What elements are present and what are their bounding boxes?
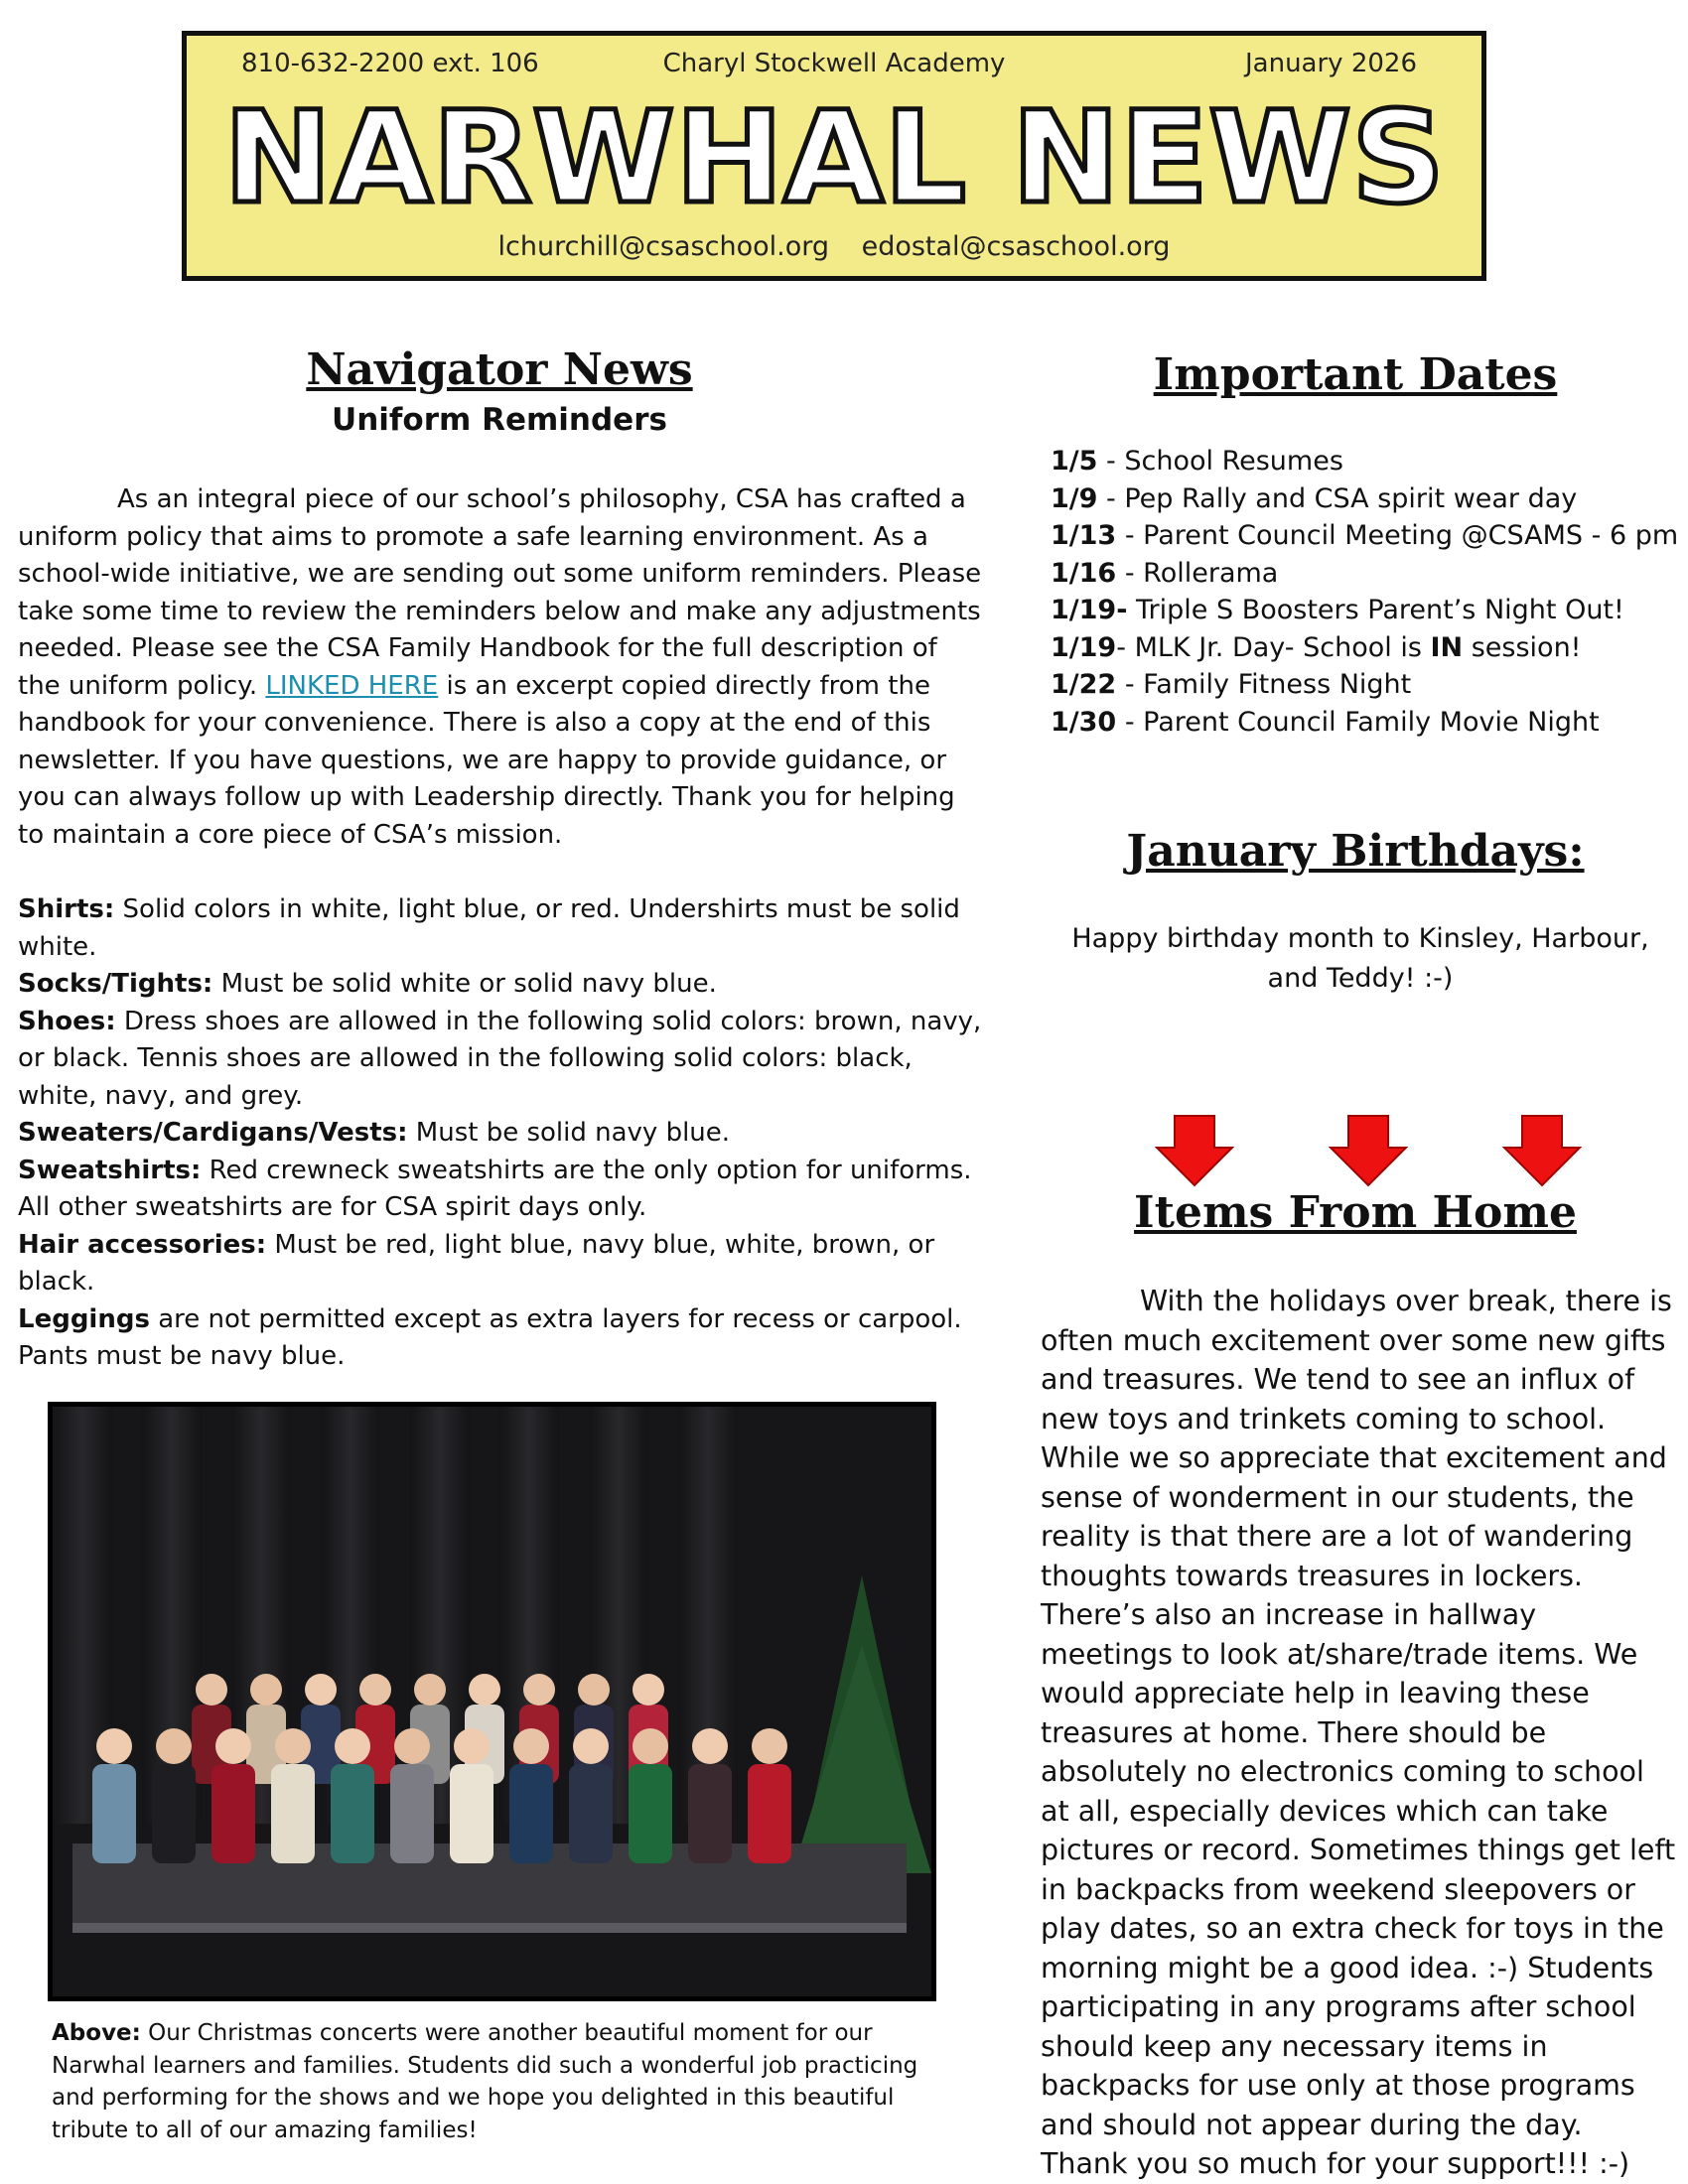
- date-text: Family Fitness Night: [1143, 669, 1412, 700]
- date-sep: -: [1097, 482, 1125, 514]
- masthead-emails: [187, 231, 1481, 262]
- masthead-school: Charyl Stockwell Academy: [662, 49, 1006, 78]
- concert-photo: [48, 1402, 936, 2001]
- uniform-item: [18, 1115, 983, 1153]
- uniform-item-text: Red crewneck sweatshirts are the only option for uniforms. All other sweatshirts are for CSA spirit days only.: [18, 1155, 972, 1222]
- uniform-item-label: Socks/Tights:: [18, 969, 213, 999]
- email-2[interactable]: edostal@csaschool.org: [861, 231, 1171, 262]
- down-arrow-icon: [1155, 1114, 1234, 1188]
- uniform-item-text: Dress shoes are allowed in the following solid colors: brown, navy, or black. Tennis shoes are allowed in the following solid colors: black, white, navy, and grey.: [18, 1006, 982, 1111]
- uniform-item-label: Sweaters/Cardigans/Vests:: [18, 1118, 408, 1148]
- uniform-item: [18, 891, 983, 966]
- date-item: [1051, 592, 1678, 629]
- date-sep: -: [1116, 706, 1144, 738]
- date-sep: [1127, 595, 1136, 625]
- important-dates-heading: Important Dates: [1153, 349, 1558, 400]
- date-item: [1051, 480, 1678, 518]
- important-dates-list: [1051, 443, 1678, 741]
- date-label: 1/19: [1051, 631, 1117, 663]
- date-item: [1051, 629, 1678, 667]
- uniform-item-label: Hair accessories:: [18, 1229, 267, 1260]
- uniform-item-text: Must be red, light blue, navy blue, white, brown, or black.: [18, 1229, 935, 1297]
- items-from-home-heading: Items From Home: [1134, 1187, 1577, 1238]
- date-emphasis: IN: [1430, 631, 1464, 663]
- date-item: [1051, 517, 1678, 555]
- date-text: MLK Jr. Day- School is: [1134, 631, 1422, 663]
- email-1[interactable]: lchurchill@csaschool.org: [497, 231, 829, 262]
- navigator-news-heading: Navigator News: [306, 344, 693, 395]
- date-label: 1/19-: [1051, 595, 1128, 625]
- birthdays-text: Happy birthday month to Kinsley, Harbour, and Teddy! :-): [1071, 923, 1649, 994]
- date-text: Pep Rally and CSA spirit wear day: [1124, 482, 1578, 514]
- items-from-home-text: With the holidays over break, there is often much excitement over some new gifts and treasures. We tend to see an influx of new toys and trinkets coming to school. While we so appreciate that excitement and sense of wonderment in our students, the reality is that there are a lot of wandering thoughts towards treasures in lockers. There’s also an increase in hallway meetings to look at/share/trade items. We would appreciate help in leaving these treasures at home. There should be absolutely no electronics coming to school at all, especially devices which can take pictures or record. Sometimes things get left in backpacks from weekend sleepovers or play dates, so an extra check for toys in the morning might be a good idea. :-) Students participating in any programs after school should keep any necessary items in backpacks for use only at those programs and should not appear during the day. Thank you so much for your support!!! :-): [1041, 1285, 1676, 2180]
- date-item: [1051, 443, 1678, 480]
- masthead-title-text: NARWHAL NEWS: [223, 90, 1446, 219]
- birthdays-heading: January Birthdays:: [1126, 826, 1585, 877]
- date-text: Parent Council Meeting @CSAMS - 6 pm: [1143, 520, 1679, 551]
- uniform-item-text: are not permitted except as extra layers for recess or carpool. Pants must be navy blue.: [18, 1303, 962, 1371]
- date-label: 1/13: [1051, 520, 1117, 551]
- date-text: Parent Council Family Movie Night: [1143, 706, 1600, 738]
- uniform-item-text: Must be solid navy blue.: [415, 1118, 731, 1148]
- uniform-item-text: Must be solid white or solid navy blue.: [220, 969, 717, 999]
- uniform-item-label: Shirts:: [18, 894, 115, 924]
- date-sep: -: [1116, 631, 1135, 663]
- date-item: [1051, 666, 1678, 704]
- uniform-item: [18, 1301, 983, 1376]
- date-label: 1/5: [1051, 446, 1098, 477]
- uniform-item: [18, 966, 983, 1004]
- date-text-after: session!: [1471, 631, 1582, 663]
- uniform-item: [18, 1004, 983, 1116]
- uniform-item-text: Solid colors in white, light blue, or red. Undershirts must be solid white.: [18, 894, 960, 962]
- intro-text-part2: is an excerpt copied directly from the handbook for your convenience. There is also a copy at the end of this newsletter. If you have questions, we are happy to provide guidance, or you can always follow up with Leadership directly. Thank you for helping to maintain a core piece of CSA’s mission.: [18, 670, 955, 850]
- intro-text-part1: As an integral piece of our school’s philosophy, CSA has crafted a uniform policy that aims to promote a safe learning environment. As a school-wide initiative, we are sending out some uniform reminders. Please take some time to review the reminders below and make any adjustments needed. Please see the CSA Family Handbook for the full description of the uniform policy.: [18, 484, 982, 701]
- masthead-title: [207, 90, 1462, 219]
- uniform-item-label: Shoes:: [18, 1006, 116, 1036]
- uniform-list: [18, 891, 983, 1376]
- uniform-intro-paragraph: [18, 481, 983, 854]
- masthead: [182, 31, 1486, 281]
- date-text: School Resumes: [1124, 446, 1343, 477]
- down-arrow-icon: [1502, 1114, 1582, 1188]
- handbook-link[interactable]: LINKED HERE: [265, 670, 439, 701]
- masthead-phone: 810-632-2200 ext. 106: [241, 49, 539, 78]
- date-sep: -: [1116, 557, 1144, 589]
- masthead-date: January 2026: [1245, 49, 1417, 78]
- uniform-item: [18, 1227, 983, 1301]
- date-sep: -: [1116, 669, 1144, 700]
- date-item: [1051, 555, 1678, 593]
- uniform-item-label: Leggings: [18, 1303, 150, 1334]
- down-arrow-icon: [1329, 1114, 1408, 1188]
- uniform-item: [18, 1153, 983, 1227]
- uniform-reminders-subheading: Uniform Reminders: [332, 402, 667, 438]
- date-label: 1/30: [1051, 706, 1117, 738]
- date-item: [1051, 704, 1678, 742]
- date-text: Triple S Boosters Parent’s Night Out!: [1136, 595, 1624, 625]
- date-sep: -: [1097, 446, 1125, 477]
- date-label: 1/22: [1051, 669, 1117, 700]
- uniform-item-label: Sweatshirts:: [18, 1155, 202, 1185]
- date-label: 1/16: [1051, 557, 1117, 589]
- concert-photo-illustration: [53, 1407, 931, 1996]
- date-text: Rollerama: [1143, 557, 1279, 589]
- caption-text: Our Christmas concerts were another beautiful moment for our Narwhal learners and families. Students did such a wonderful job practicing and performing for the shows and we hope you delighted in this beautiful tribute to all of our amazing families!: [52, 2020, 918, 2143]
- caption-label: Above:: [52, 2020, 141, 2046]
- photo-caption: [52, 2017, 950, 2146]
- date-label: 1/9: [1051, 482, 1098, 514]
- date-sep: -: [1116, 520, 1144, 551]
